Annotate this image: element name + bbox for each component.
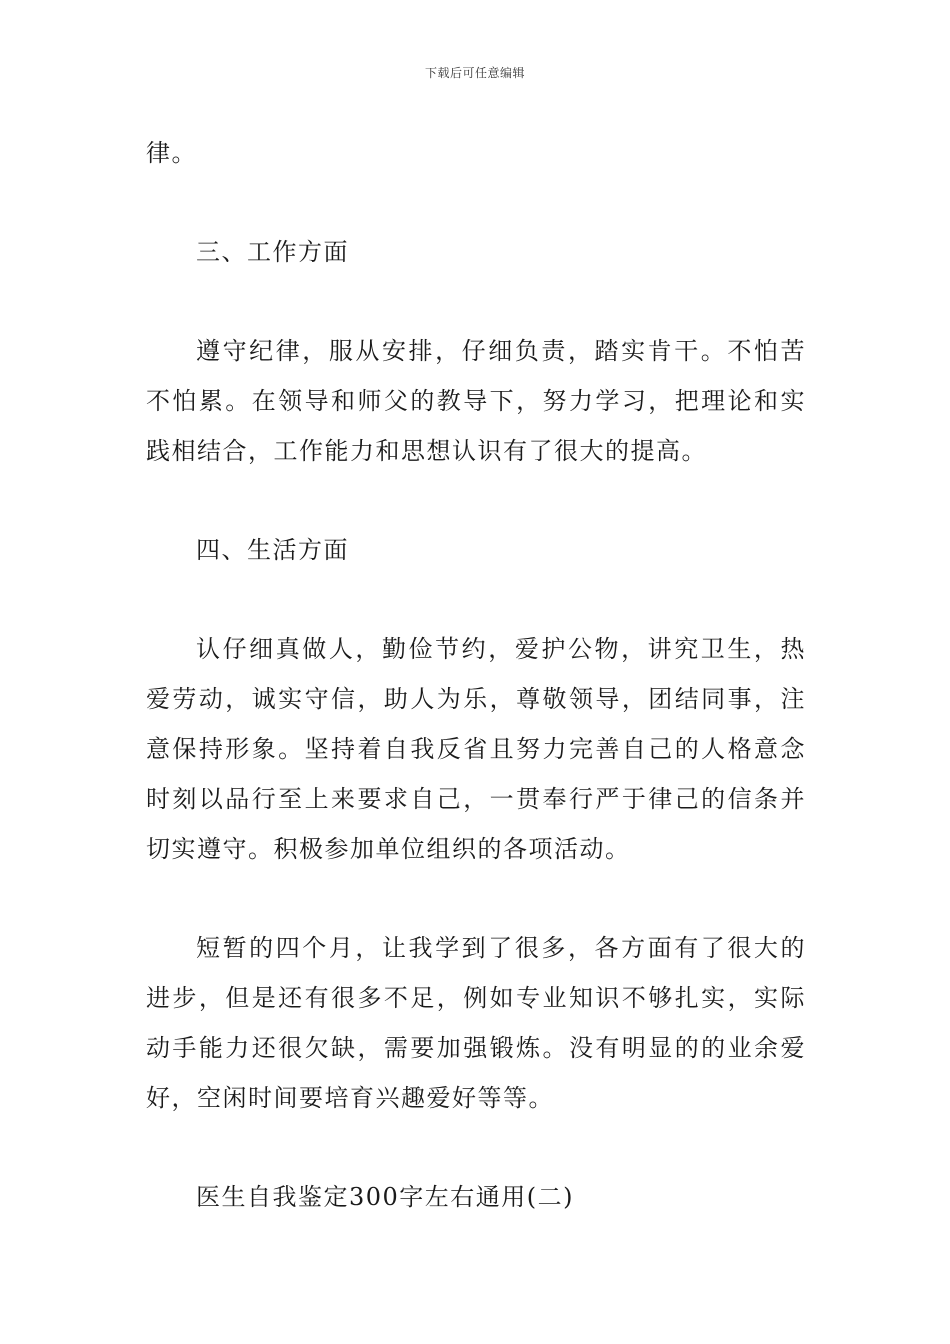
paragraph-work: 遵守纪律，服从安排，仔细负责，踏实肯干。不怕苦不怕累。在领导和师父的教导下，努力学习，把理论和实践相结合，工作能力和思想认识有了很大的提高。 [146,337,806,465]
paragraph-summary: 短暂的四个月，让我学到了很多，各方面有了很大的进步，但是还有很多不足，例如专业知识不够扎实，实际动手能力还很欠缺，需要加强锻炼。没有明显的的业余爱好，空闲时间要培育兴趣爱好等等。 [146,934,806,1112]
paragraph-continuation: 律。 [146,139,197,167]
document-body [146,128,806,1222]
section-heading-work: 三、工作方面 [196,238,349,266]
paragraph-life: 认仔细真做人，勤俭节约，爱护公物，讲究卫生，热爱劳动，诚实守信，助人为乐，尊敬领导，团结同事，注意保持形象。坚持着自我反省且努力完善自己的人格意念时刻以品行至上来要求自己，一贯奉行严于律己的信条并切实遵守。积极参加单位组织的各项活动。 [146,635,806,863]
page-header: 下载后可任意编辑 [424,66,525,80]
section-heading-life: 四、生活方面 [196,536,349,564]
next-section-title: 医生自我鉴定300字左右通用(二) [196,1183,575,1211]
